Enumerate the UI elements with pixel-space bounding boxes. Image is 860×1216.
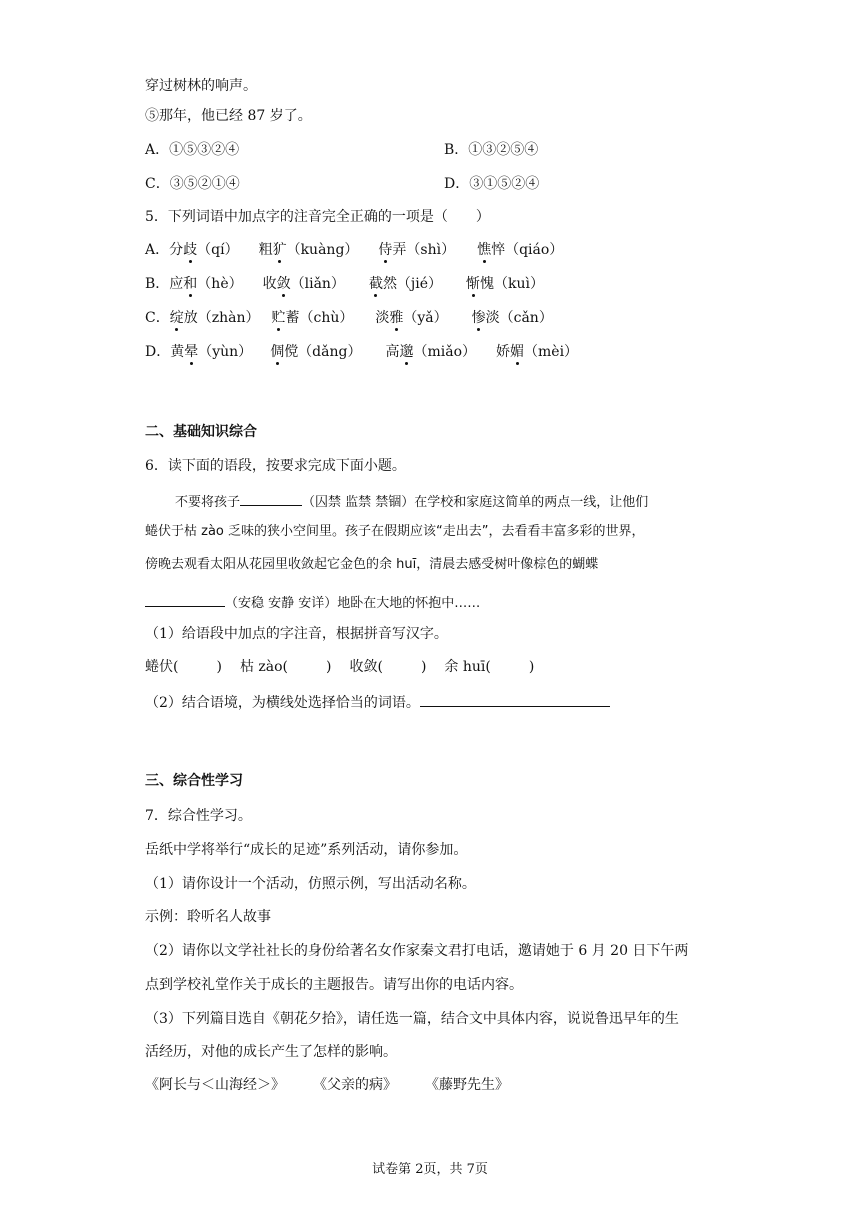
dotted-char: 晕	[184, 344, 199, 360]
pinyin: （liǎn）	[290, 276, 345, 292]
section-2-title: 二、基础知识综合	[145, 424, 257, 440]
q6-sub1: （1）给语段中加点的字注音，根据拼音写汉字。	[145, 626, 448, 642]
pinyin: 放（zhàn）	[183, 310, 260, 326]
q5-option-c	[145, 308, 553, 328]
q7-works-list	[145, 1075, 509, 1095]
pinyin: （yùn）	[198, 344, 253, 360]
passage-line-1	[175, 491, 720, 513]
answer-blank[interactable]	[420, 692, 610, 707]
char: 分	[169, 242, 184, 258]
sub-question-text: （2）结合语境，为横线处选择恰当的词语。	[145, 695, 420, 711]
dotted-char: 侍	[378, 242, 393, 258]
page-footer: 试卷第 2页，共 7页	[372, 1162, 488, 1177]
option-label: B．	[145, 276, 170, 292]
work-title: 《父亲的病》	[313, 1077, 397, 1093]
dotted-char: 犷	[272, 242, 287, 258]
answer-blank[interactable]	[240, 491, 302, 506]
pinyin: （hè）	[197, 276, 243, 292]
passage-text: 不要将孩子	[175, 495, 241, 510]
pinyin: （mèi）	[524, 344, 579, 360]
q6-fill-row	[145, 657, 534, 677]
char: 收	[262, 276, 277, 292]
char: 黄	[170, 344, 185, 360]
paren: )	[528, 659, 535, 675]
q5-stem: 5．下列词语中加点字的注音完全正确的一项是（ ）	[145, 209, 490, 225]
q5-option-d	[145, 342, 578, 362]
pinyin: 蓄（chù）	[285, 310, 354, 326]
passage-line-2: 蜷伏于枯 zào 乏味的狭小空间里。孩子在假期应该“走出去”，去看看丰富多彩的世界，	[145, 524, 645, 539]
q7-sub3-line1: （3）下列篇目选自《朝花夕拾》，请任选一篇，结合文中具体内容，说说鲁迅早年的生	[145, 1011, 679, 1027]
pinyin: （miǎo）	[413, 344, 477, 360]
paren: )	[326, 659, 332, 675]
pinyin: 傥（dǎng）	[284, 344, 362, 360]
fill-label: 蜷伏(	[145, 659, 179, 675]
char: 高	[385, 344, 400, 360]
dotted-char: 邈	[399, 344, 414, 360]
pinyin: 淡（cǎn）	[485, 310, 553, 326]
char: 娇	[496, 344, 511, 360]
dotted-char: 歧	[183, 242, 198, 258]
q4-option-c: C．③⑤②①④	[145, 176, 240, 192]
q6-sub2	[145, 692, 610, 713]
paren: )	[420, 659, 427, 675]
option-label: A．	[145, 242, 170, 258]
q7-stem: 7．综合性学习。	[145, 808, 252, 824]
pinyin: （qí）	[197, 242, 239, 258]
q4-option-a: A．①⑤③②④	[145, 142, 240, 158]
q5-option-a	[145, 240, 563, 260]
q4-text-line: 穿过树林的响声。	[145, 78, 257, 94]
dotted-char: 雅	[389, 310, 404, 326]
dotted-char: 绽	[169, 310, 184, 326]
paren: )	[216, 659, 222, 675]
pinyin: （shì）	[406, 242, 456, 258]
section-3-title: 三、综合性学习	[145, 773, 243, 789]
pinyin: （yǎ）	[403, 310, 448, 326]
char: 淡	[375, 310, 390, 326]
q7-sub3-line2: 活经历，对他的成长产生了怎样的影响。	[145, 1044, 397, 1060]
fill-label: 余 huī(	[444, 659, 491, 675]
q5-option-b	[145, 274, 544, 294]
passage-text: （安稳 安静 安详）地卧在大地的怀抱中……	[225, 596, 481, 611]
pinyin: （kuàng）	[286, 242, 359, 258]
dotted-char: 截	[368, 276, 383, 292]
passage-line-4	[145, 592, 720, 614]
option-label: C．	[145, 310, 170, 326]
q4-option-d: D．③①⑤②④	[444, 176, 540, 192]
q7-sub1: （1）请你设计一个活动，仿照示例，写出活动名称。	[145, 876, 476, 892]
work-title: 《阿长与＜山海经＞》	[145, 1077, 285, 1093]
q4-option-b: B．①③②⑤④	[444, 142, 539, 158]
fill-label: 收敛(	[349, 659, 383, 675]
dotted-char: 敛	[276, 276, 291, 292]
char: 粗	[258, 242, 273, 258]
q7-example: 示例：聆听名人故事	[145, 909, 271, 925]
q7-intro: 岳纸中学将举行“成长的足迹”系列活动，请你参加。	[145, 842, 468, 858]
work-title: 《藤野先生》	[425, 1077, 509, 1093]
pinyin: 然（jié）	[382, 276, 443, 292]
char: 弄	[392, 242, 407, 258]
passage-text: （囚禁 监禁 禁锢）在学校和家庭这简单的两点一线，让他们	[302, 495, 649, 510]
char: 应	[169, 276, 184, 292]
q6-stem: 6．读下面的语段，按要求完成下面小题。	[145, 458, 406, 474]
passage-line-3: 傍晚去观看太阳从花园里收敛起它金色的余 huī，清晨去感受树叶像棕色的蝴蝶	[145, 557, 599, 572]
pinyin: 悴（qiáo）	[491, 242, 564, 258]
dotted-char: 惨	[471, 310, 486, 326]
q4-item-5: ⑤那年，他已经 87 岁了。	[145, 108, 312, 124]
dotted-char: 憔	[477, 242, 492, 258]
dotted-char: 媚	[510, 344, 525, 360]
answer-blank[interactable]	[145, 592, 225, 607]
dotted-char: 和	[183, 276, 198, 292]
dotted-char: 惭	[466, 276, 481, 292]
option-label: D．	[145, 344, 171, 360]
pinyin: 愧（kuì）	[480, 276, 545, 292]
dotted-char: 倜	[270, 344, 285, 360]
q7-sub2-line1: （2）请你以文学社社长的身份给著名女作家秦文君打电话，邀请她于 6 月 20 日下午两	[145, 943, 689, 959]
q7-sub2-line2: 点到学校礼堂作关于成长的主题报告。请写出你的电话内容。	[145, 977, 523, 993]
dotted-char: 贮	[271, 310, 286, 326]
fill-label: 枯 zào(	[239, 659, 289, 675]
